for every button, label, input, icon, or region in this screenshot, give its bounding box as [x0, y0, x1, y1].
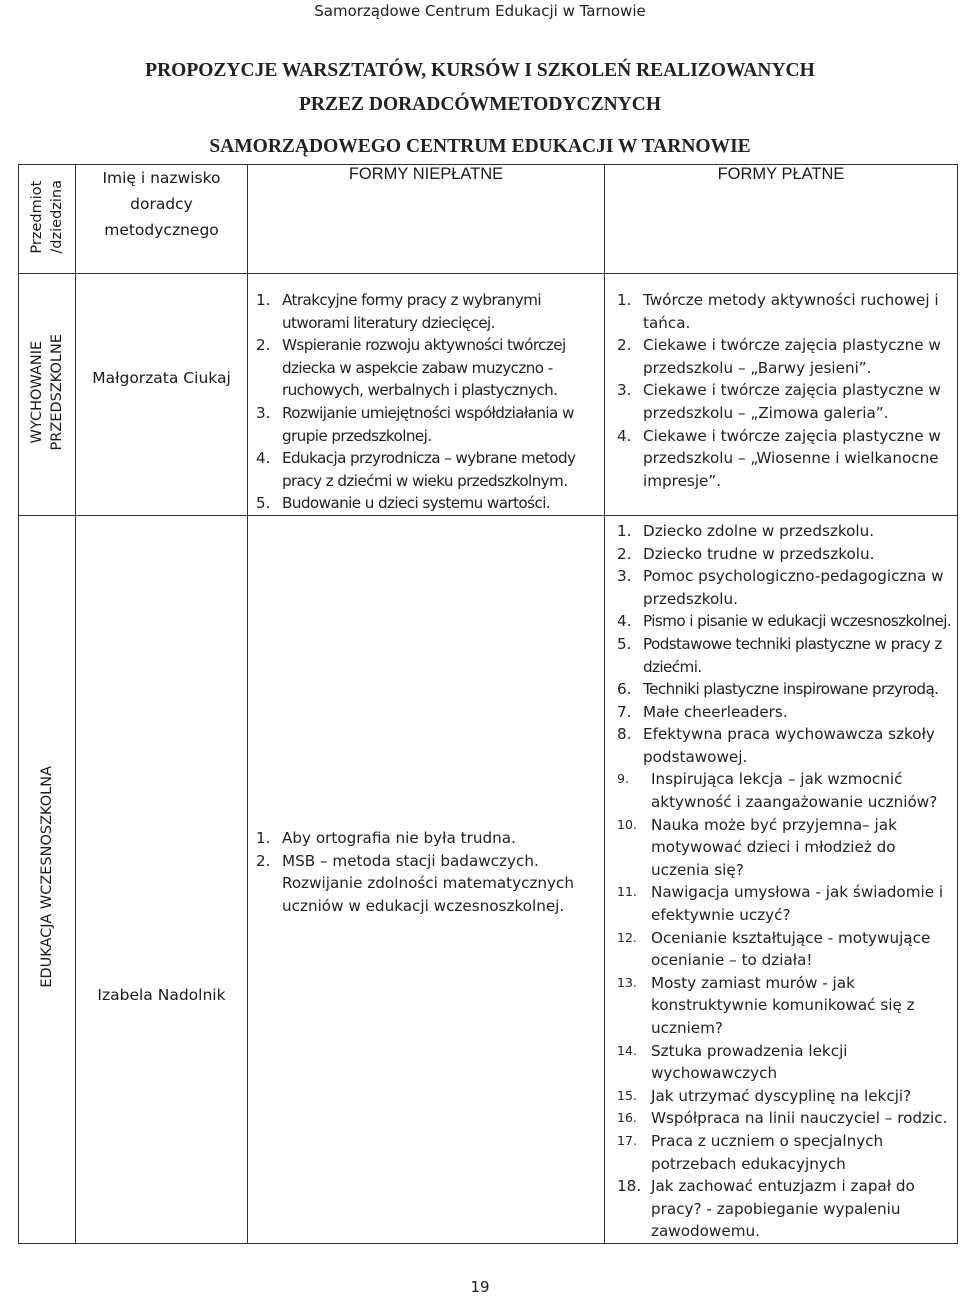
free-forms-cell: [248, 274, 605, 516]
header-subject-line1: Przedmiot: [29, 180, 45, 253]
subject-early-school: [19, 515, 76, 1243]
list-item-continuation: Rozwijanie zdolności matematycznych uczniów w edukacji wczesnoszkolnej.: [282, 874, 575, 915]
list-item: 4. Ciekawe i twórcze zajęcia plastyczne w przedszkolu – „Wiosenne i wielkanocne impresje”.: [617, 426, 941, 490]
subject-preschool-line2: PRZEDSZKOLNE: [49, 333, 65, 451]
header-advisor: [76, 165, 248, 274]
header-advisor-line2: doradcy: [130, 195, 193, 213]
list-item: 2. Dziecko trudne w przedszkolu.: [617, 544, 875, 563]
list-item: 7. Małe cheerleaders.: [617, 702, 788, 721]
header-advisor-line3: metodycznego: [104, 221, 219, 239]
subject-preschool-line1: WYCHOWANIE: [29, 340, 45, 444]
list-item: 3. Rozwijanie umiejętności współdziałania w grupie przedszkolnej.: [256, 403, 574, 445]
header-paid-forms: FORMY PŁATNE: [605, 165, 958, 274]
running-header: Samorządowe Centrum Edukacji w Tarnowie: [314, 2, 646, 20]
table-row: [19, 515, 958, 1243]
offer-table: [18, 164, 958, 1244]
list-item: 2. Wspieranie rozwoju aktywności twórczej dziecka w aspekcie zabaw muzyczno - ruchowych, werbalnych i plastycznych.: [256, 336, 566, 400]
paid-forms-cell: [605, 515, 958, 1243]
list-item: 1. Atrakcyjne formy pracy z wybranymi utworami literatury dziecięcej.: [256, 291, 541, 332]
list-item: 11. Nawigacja umysłowa - jak świadomie i efektywnie uczyć?: [617, 883, 944, 925]
list-item: 2. MSB – metoda stacji badawczych.: [256, 851, 539, 870]
list-item: 5. Budowanie u dzieci systemu wartości.: [256, 494, 551, 513]
table-header-row: [19, 165, 958, 274]
list-item: 8. Efektywna praca wychowawcza szkoły podstawowej.: [617, 725, 935, 766]
list-item: 16. Współpraca na linii nauczyciel – rodzic.: [617, 1109, 948, 1128]
list-item: 6. Techniki plastyczne inspirowane przyrodą.: [617, 680, 939, 699]
header-subject: [19, 165, 76, 274]
list-item: 3. Pomoc psychologiczno-pedagogiczna w przedszkolu.: [617, 567, 944, 608]
header-subject-line2: /dziedzina: [49, 179, 65, 254]
title-line-2: PRZEZ DORADCÓWMETODYCZNYCH: [298, 94, 662, 115]
advisor-cell: [76, 274, 248, 516]
advisor-cell: [76, 515, 248, 1243]
advisor-name: Małgorzata Ciukaj: [92, 369, 231, 387]
list-item: 1. Dziecko zdolne w przedszkolu.: [617, 521, 875, 540]
subject-preschool: [19, 274, 76, 516]
list-item: 2. Ciekawe i twórcze zajęcia plastyczne w przedszkolu – „Barwy jesieni”.: [617, 336, 941, 377]
list-item: 14. Sztuka prowadzenia lekcji wychowawczych: [617, 1041, 848, 1083]
page-number: 19: [470, 1278, 490, 1296]
paid-forms-cell: [605, 274, 958, 516]
title-line-3: SAMORZĄDOWEGO CENTRUM EDUKACJI W TARNOWIE: [209, 136, 751, 157]
title-line-1: PROPOZYCJE WARSZTATÓW, KURSÓW I SZKOLEŃ REALIZOWANYCH: [145, 60, 815, 81]
list-item: 1. Aby ortografia nie była trudna.: [256, 828, 516, 847]
list-item: 13. Mosty zamiast murów - jak konstruktywnie komunikować się z uczniem?: [617, 973, 915, 1037]
list-item: 4. Edukacja przyrodnicza – wybrane metody pracy z dziećmi w wieku przedszkolnym.: [256, 449, 576, 490]
list-item: 15. Jak utrzymać dyscyplinę na lekcji?: [617, 1086, 912, 1105]
list-item: 18. Jak zachować entuzjazm i zapał do pracy? - zapobieganie wypaleniu zawodowemu.: [617, 1177, 915, 1241]
header-advisor-line1: Imię i nazwisko: [102, 169, 221, 187]
list-item: 10. Nauka może być przyjemna– jak motywować dzieci i młodzież do uczenia się?: [617, 815, 897, 879]
list-item: 1. Twórcze metody aktywności ruchowej i tańca.: [617, 291, 939, 332]
list-item: 3. Ciekawe i twórcze zajęcia plastyczne w przedszkolu – „Zimowa galeria”.: [617, 381, 941, 422]
subject-early-school-label: EDUKACJA WCZESNOSZKOLNA: [39, 766, 55, 988]
list-item: 4. Pismo i pisanie w edukacji wczesnoszkolnej.: [617, 612, 952, 631]
free-forms-cell: [248, 515, 605, 1243]
header-free-forms: FORMY NIEPŁATNE: [248, 165, 605, 274]
advisor-name: Izabela Nadolnik: [97, 986, 226, 1005]
list-item: 5. Podstawowe techniki plastyczne w pracy z dziećmi.: [617, 634, 942, 676]
list-item: 12. Ocenianie kształtujące - motywujące ocenianie – to działa!: [617, 928, 931, 970]
table-row: [19, 274, 958, 516]
list-item: 9. Inspirująca lekcja – jak wzmocnić aktywność i zaangażowanie uczniów?: [617, 770, 938, 812]
list-item: 17. Praca z uczniem o specjalnych potrzebach edukacyjnych: [617, 1131, 884, 1173]
